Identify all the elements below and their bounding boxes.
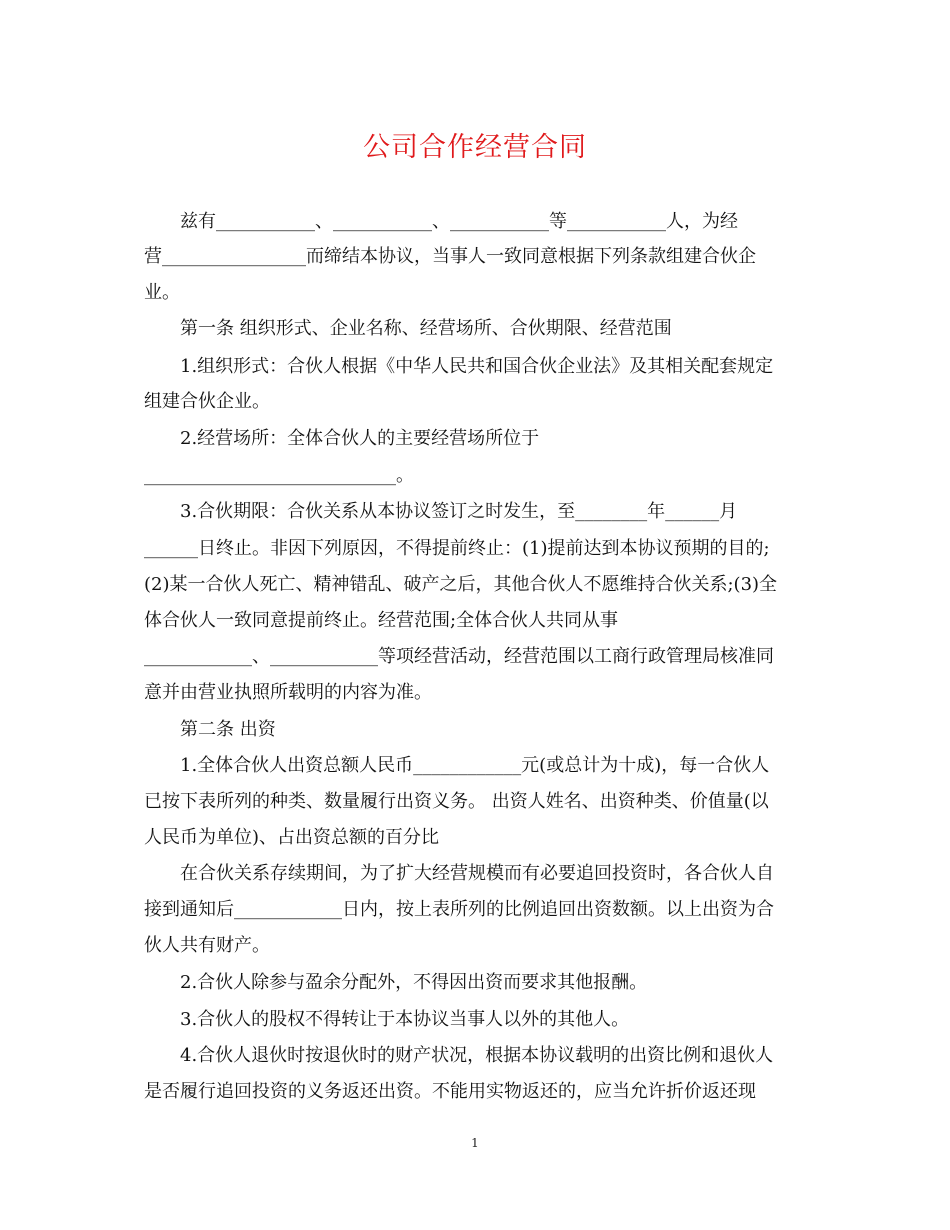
text-line: 人民币为单位)、占出资总额的百分比 (144, 827, 440, 848)
text-line: 在合伙关系存续期间，为了扩大经营规模而有必要追回投资时，各合伙人自 (180, 863, 774, 884)
text-line: 体合伙人一致同意提前终止。经营范围;全体合伙人共同从事 (144, 610, 619, 631)
text-line: 4.合伙人退伙时按退伙时的财产状况，根据本协议载明的出资比例和退伙人 (180, 1045, 774, 1066)
document-title: 公司合作经营合同 (363, 132, 587, 163)
text-line: 3.合伙人的股权不得转让于本协议当事人以外的其他人。 (180, 1009, 630, 1030)
text-line: ____________________________。 (144, 465, 414, 486)
text-line: 伙人共有财产。 (144, 935, 270, 956)
text-line: ____________、____________等项经营活动，经营范围以工商行政管理局核准同 (144, 646, 774, 667)
text-line: 已按下表所列的种类、数量履行出资义务。 出资人姓名、出资种类、价值量(以 (144, 791, 769, 812)
text-line: 兹有___________、___________、___________等___________人，为经 (180, 211, 738, 232)
text-line: 营________________而缔结本协议，当事人一致同意根据下列条款组建合伙企 (144, 246, 756, 267)
text-line: 业。 (144, 282, 180, 303)
text-line: 是否履行追回投资的义务返还出资。不能用实物返还的，应当允许折价返还现 (144, 1081, 756, 1102)
article-heading: 第二条 出资 (180, 719, 276, 740)
text-line: 组建合伙企业。 (144, 391, 270, 412)
article-heading: 第一条 组织形式、企业名称、经营场所、合伙期限、经营范围 (180, 318, 672, 339)
text-line: 1.组织形式：合伙人根据《中华人民共和国合伙企业法》及其相关配套规定 (180, 356, 774, 377)
page-number: 1 (471, 1136, 479, 1150)
text-line: 意并由营业执照所载明的内容为准。 (144, 682, 432, 703)
text-line: 2.合伙人除参与盈余分配外，不得因出资而要求其他报酬。 (180, 972, 648, 993)
text-line: 2.经营场所：全体合伙人的主要经营场所位于 (180, 428, 540, 449)
text-line: 1.全体合伙人出资总额人民币____________元(或总计为十成)，每一合伙人 (180, 755, 770, 776)
text-line: 接到通知后____________日内，按上表所列的比例追回出资数额。以上出资为合 (144, 899, 774, 920)
text-line: ______日终止。非因下列原因，不得提前终止：(1)提前达到本协议预期的目的; (144, 538, 770, 559)
text-line: 3.合伙期限：合伙关系从本协议签订之时发生，至________年______月 (180, 501, 738, 522)
text-line: (2)某一合伙人死亡、精神错乱、破产之后，其他合伙人不愿维持合伙关系;(3)全 (144, 574, 778, 595)
